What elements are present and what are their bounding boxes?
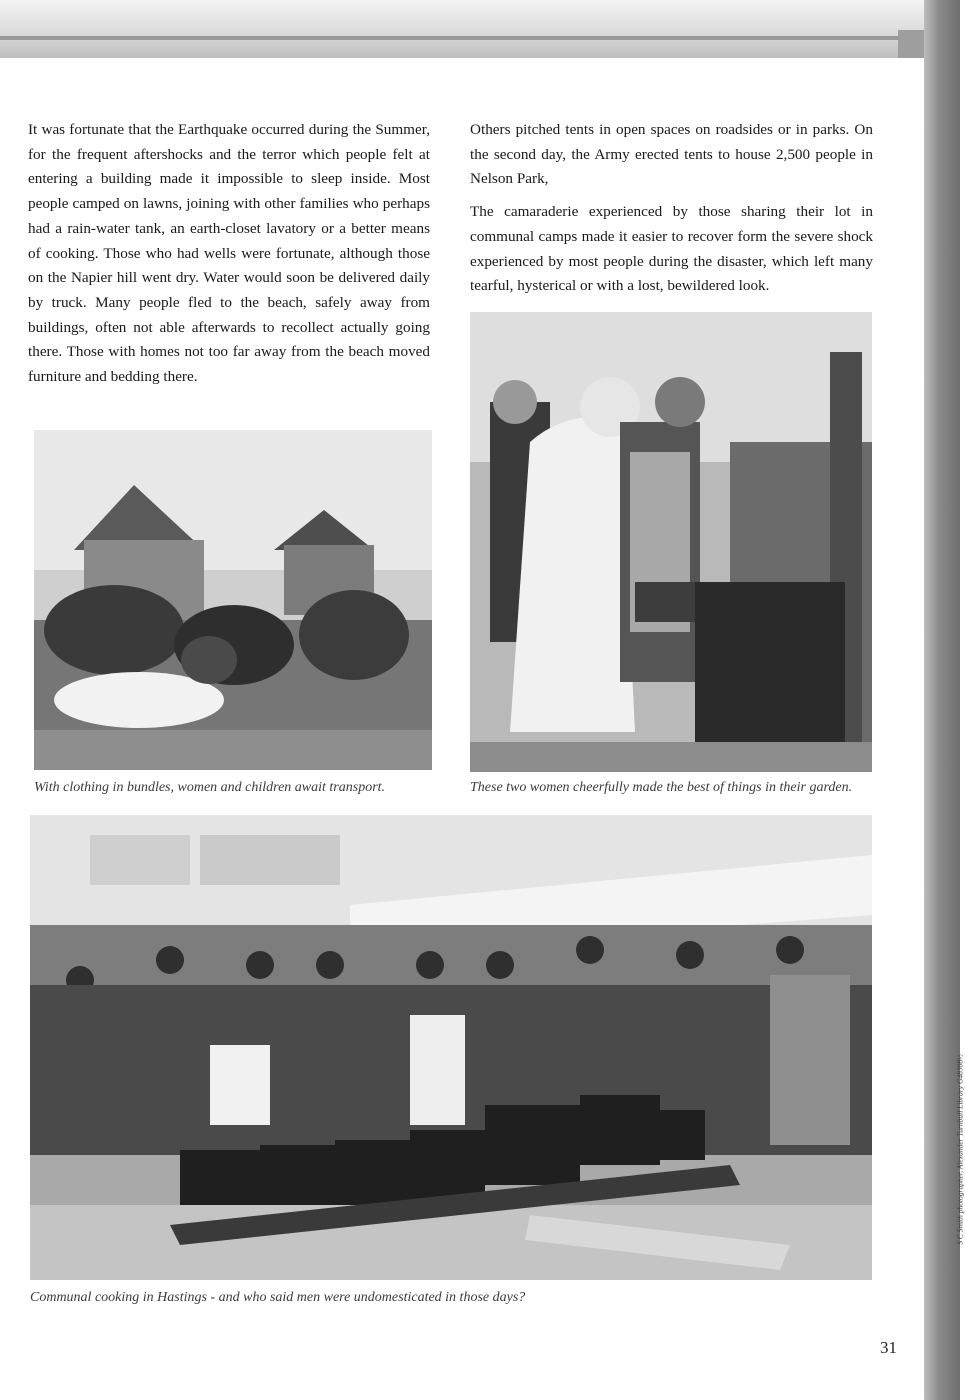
photo-caption: With clothing in bundles, women and children await transport. <box>34 780 386 795</box>
paragraph: Others pitched tents in open spaces on roadsides or in parks. On the second day, the Army erected tents to house 2,500 people in Nelson Park, <box>470 121 873 188</box>
page-top-band <box>0 0 960 58</box>
text-column-left <box>28 118 430 398</box>
photo-women-cooking-garden <box>470 312 872 772</box>
photo-caption: These two women cheerfully made the best of things in their garden. <box>470 780 853 795</box>
photo-communal-cooking-hastings <box>30 815 872 1280</box>
paragraph: The camaraderie experienced by those sharing their lot in communal camps made it easier to recover form the severe shock experienced by most people during the disaster, which left many tearful, hysterical or with a lost, bewildered look. <box>470 203 873 295</box>
page-top-rule <box>0 36 900 40</box>
page-corner-notch <box>898 30 924 58</box>
paragraph: It was fortunate that the Earthquake occurred during the Summer, for the frequent aftershocks and the terror which people felt at entering a building made it impossible to sleep inside. Most people camped on lawns, joining with other families who perhaps had a rain-water tank, an earth-closet lavatory or a better means of cooking. Those who had wells were fortunate, although those on the Napier hill went dry. Water would soon be delivered daily by truck. Many people fled to the beach, safely away from buildings, often not able afterwards to recollect actually going there. Those with homes not too far away from the beach moved furniture and bedding there. <box>28 121 430 386</box>
text-column-right <box>470 118 873 307</box>
page-number: 31 <box>880 1338 897 1357</box>
photo-caption: Communal cooking in Hastings - and who said men were undomesticated in those days? <box>30 1290 526 1305</box>
photo-credit: S C Smith photographer, Alexander Turnbull Library G48308½ <box>955 1054 965 1245</box>
photo-women-children-bundles <box>34 430 432 770</box>
